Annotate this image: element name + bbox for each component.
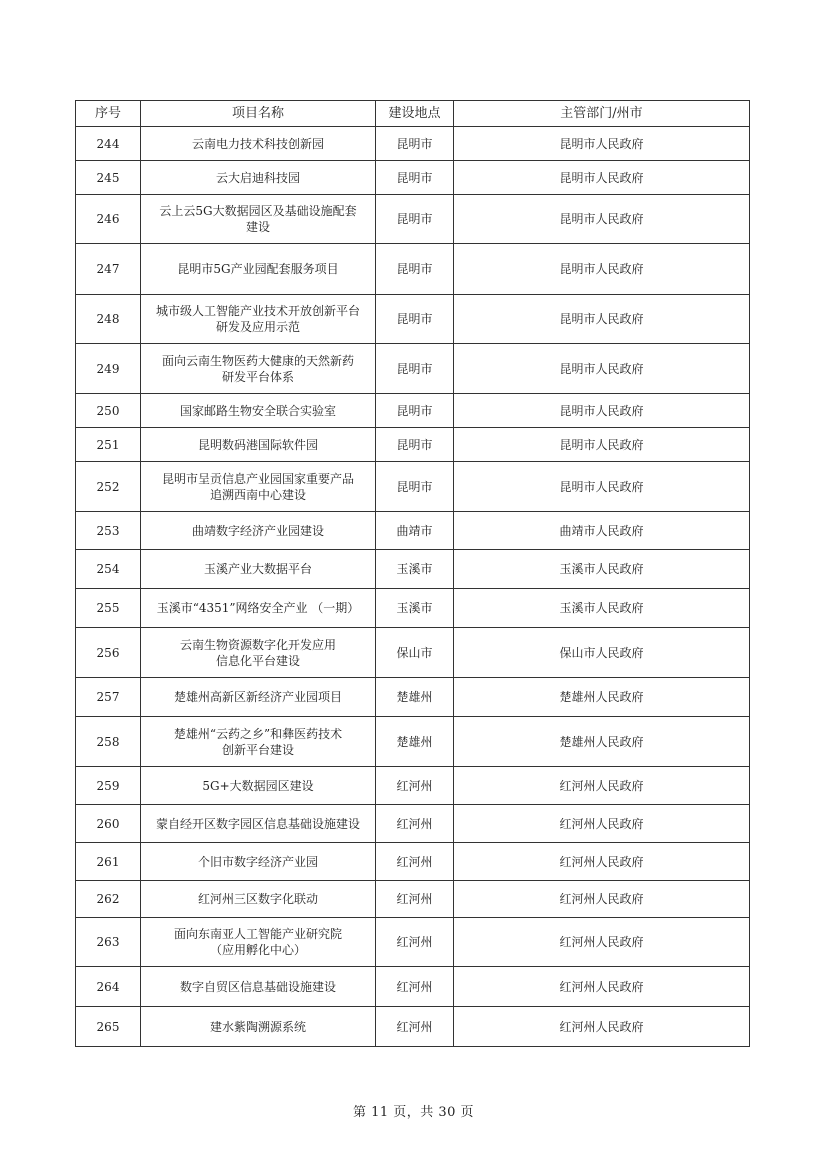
project-name-line: 信息化平台建设 [215,653,300,668]
row-number: 246 [76,195,141,244]
table-row [76,843,750,881]
project-name-line: 蒙自经开区数字园区信息基础设施建设 [155,816,360,831]
project-name-line: 楚雄州高新区新经济产业园项目 [173,690,342,704]
project-department: 红河州人民政府 [454,1007,750,1047]
project-location: 玉溪市 [376,550,454,589]
project-name-line: 玉溪市“4351”网络安全产业 （一期） [156,601,360,615]
project-name [141,967,376,1007]
project-name-line: 昆明市5G产业园配套服务项目 [177,262,339,276]
table-row [76,1007,750,1047]
table-row [76,805,750,843]
project-location: 红河州 [376,918,454,967]
project-name-line: 城市级人工智能产业技术开放创新平台 [155,304,360,318]
project-name [141,394,376,428]
project-department: 昆明市人民政府 [454,394,750,428]
table-row [76,512,750,550]
row-number: 256 [76,628,141,678]
row-number: 263 [76,918,141,967]
project-department: 红河州人民政府 [454,843,750,881]
project-location: 楚雄州 [376,678,454,717]
project-location: 红河州 [376,805,454,843]
project-name-line: 昆明市呈贡信息产业园国家重要产品 [161,471,354,486]
project-location: 昆明市 [376,428,454,462]
row-number: 249 [76,344,141,394]
table-row [76,967,750,1007]
project-name [141,344,376,394]
project-name-line: 昆明数码港国际软件园 [197,437,318,452]
project-name-line: 云上云5G大数据园区及基础设施配套 [159,204,357,218]
project-location: 昆明市 [376,161,454,195]
table-row [76,127,750,161]
row-number: 264 [76,967,141,1007]
row-number: 245 [76,161,141,195]
project-location: 红河州 [376,881,454,918]
project-location: 红河州 [376,967,454,1007]
project-name-line: 研发及应用示范 [215,320,300,334]
table-row [76,678,750,717]
project-department: 昆明市人民政府 [454,295,750,344]
project-location: 昆明市 [376,344,454,394]
project-department: 玉溪市人民政府 [454,550,750,589]
project-location: 昆明市 [376,462,454,512]
project-name [141,628,376,678]
project-department: 红河州人民政府 [454,805,750,843]
project-location: 楚雄州 [376,717,454,767]
project-name-line: 面向云南生物医药大健康的天然新药 [161,353,354,368]
project-department: 昆明市人民政府 [454,161,750,195]
header-number: 序号 [76,101,141,127]
project-name [141,767,376,805]
project-department: 昆明市人民政府 [454,428,750,462]
row-number: 261 [76,843,141,881]
project-location: 昆明市 [376,195,454,244]
table-row [76,394,750,428]
table-row [76,462,750,512]
table-row [76,550,750,589]
row-number: 244 [76,127,141,161]
project-name-line: 创新平台建设 [221,742,294,757]
project-location: 玉溪市 [376,589,454,628]
project-name-line: 玉溪产业大数据平台 [203,562,312,576]
row-number: 258 [76,717,141,767]
table-header-row [76,101,750,127]
project-department: 昆明市人民政府 [454,127,750,161]
table-row [76,767,750,805]
project-location: 红河州 [376,1007,454,1047]
project-location: 昆明市 [376,127,454,161]
table-row [76,589,750,628]
project-name-line: 建水紫陶溯源系统 [209,1019,306,1034]
project-department: 红河州人民政府 [454,967,750,1007]
table-body [76,127,750,1047]
row-number: 252 [76,462,141,512]
project-location: 昆明市 [376,244,454,295]
project-name [141,843,376,881]
project-department: 楚雄州人民政府 [454,678,750,717]
project-name [141,550,376,589]
project-name-line: 曲靖数字经济产业园建设 [191,523,324,538]
project-name-line: 面向东南亚人工智能产业研究院 [173,927,342,941]
project-department: 楚雄州人民政府 [454,717,750,767]
row-number: 248 [76,295,141,344]
project-name-line: 云南生物资源数字化开发应用 [179,637,336,652]
project-department: 曲靖市人民政府 [454,512,750,550]
table-row [76,881,750,918]
project-name-line: 研发平台体系 [221,369,294,384]
project-location: 红河州 [376,843,454,881]
row-number: 259 [76,767,141,805]
project-department: 昆明市人民政府 [454,244,750,295]
project-table [75,100,750,1047]
project-name [141,589,376,628]
table-row [76,717,750,767]
row-number: 253 [76,512,141,550]
table-row [76,161,750,195]
row-number: 255 [76,589,141,628]
project-name [141,717,376,767]
project-department: 红河州人民政府 [454,918,750,967]
project-name [141,678,376,717]
project-name [141,295,376,344]
project-name [141,918,376,967]
row-number: 254 [76,550,141,589]
header-project-name: 项目名称 [141,101,376,127]
header-location: 建设地点 [376,101,454,127]
project-department: 红河州人民政府 [454,881,750,918]
project-name-line: 个旧市数字经济产业园 [197,854,318,869]
project-department: 昆明市人民政府 [454,195,750,244]
row-number: 257 [76,678,141,717]
project-name [141,881,376,918]
project-name-line: 5G+大数据园区建设 [202,778,314,793]
project-name-line: 追溯西南中心建设 [209,487,306,502]
row-number: 250 [76,394,141,428]
project-name [141,512,376,550]
table-row [76,918,750,967]
project-location: 昆明市 [376,295,454,344]
project-name-line: 云大启迪科技园 [215,170,300,185]
project-location: 红河州 [376,767,454,805]
project-name-line: （应用孵化中心） [209,943,306,957]
project-name [141,244,376,295]
project-location: 昆明市 [376,394,454,428]
header-department: 主管部门/州市 [454,101,750,127]
row-number: 251 [76,428,141,462]
project-department: 昆明市人民政府 [454,462,750,512]
table-row [76,428,750,462]
row-number: 262 [76,881,141,918]
table-row [76,628,750,678]
project-department: 昆明市人民政府 [454,344,750,394]
row-number: 260 [76,805,141,843]
row-number: 247 [76,244,141,295]
project-name [141,195,376,244]
project-department: 玉溪市人民政府 [454,589,750,628]
table-row [76,195,750,244]
project-name [141,1007,376,1047]
table-row [76,244,750,295]
project-name-line: 数字自贸区信息基础设施建设 [179,979,336,994]
page-footer: 第 11 页，共 30 页 [352,1105,475,1120]
project-name [141,127,376,161]
project-name-line: 建设 [245,220,270,234]
project-department: 红河州人民政府 [454,767,750,805]
project-name-line: 楚雄州“云药之乡”和彝医药技术 [173,726,343,741]
project-location: 曲靖市 [376,512,454,550]
project-name-line: 国家邮路生物安全联合实验室 [179,403,336,418]
row-number: 265 [76,1007,141,1047]
project-name [141,428,376,462]
project-name [141,161,376,195]
project-name-line: 红河州三区数字化联动 [197,892,318,906]
project-name [141,805,376,843]
project-name-line: 云南电力技术科技创新园 [191,136,324,151]
project-name [141,462,376,512]
table-row [76,344,750,394]
project-department: 保山市人民政府 [454,628,750,678]
project-location: 保山市 [376,628,454,678]
table-row [76,295,750,344]
